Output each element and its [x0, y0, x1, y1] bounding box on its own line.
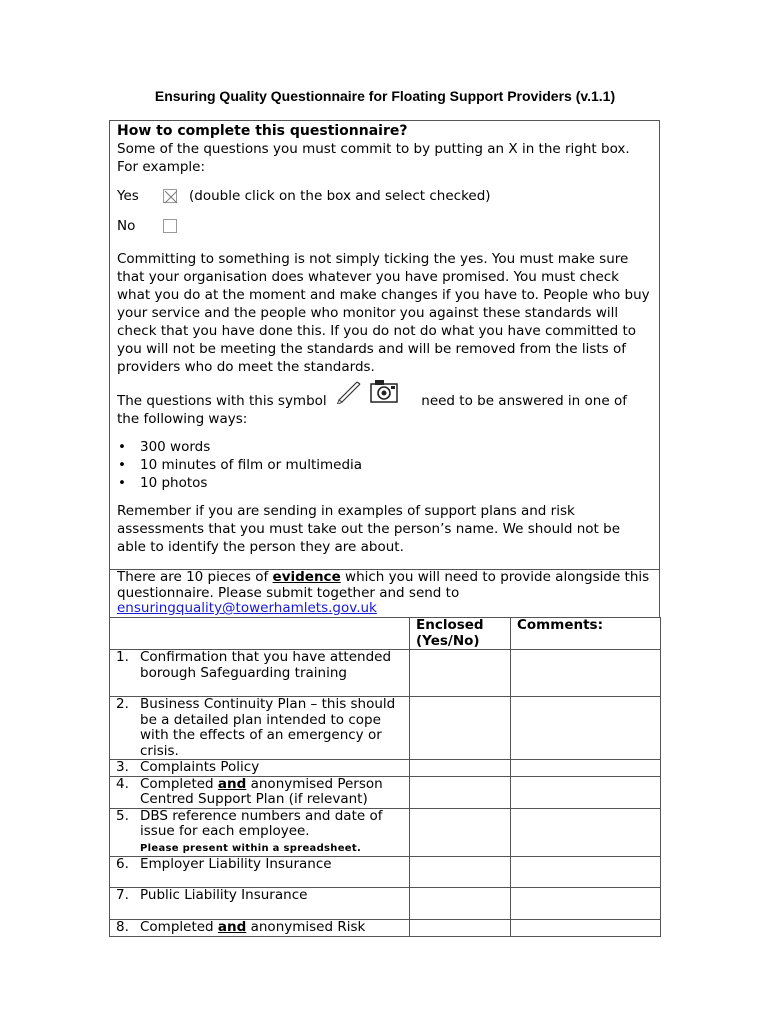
- row-text: DBS reference numbers and date of issue for each employee. Please present within a spreadsheet.: [140, 807, 383, 854]
- evidence-box: [109, 569, 660, 618]
- table-row: 7. Public Liability Insurance: [110, 888, 661, 920]
- header-item-cell: [110, 618, 410, 650]
- list-item: • 300 words: [140, 438, 652, 456]
- example-no-row: [117, 216, 652, 236]
- symbol-text-after: need to be answered in one of the following ways:: [117, 393, 627, 427]
- instructions-intro: Some of the questions you must commit to by putting an X in the right box. For example:: [117, 141, 630, 175]
- table-row: 8. Completed and anonymised Risk: [110, 920, 661, 937]
- evidence-table: [109, 617, 661, 937]
- row-text: Public Liability Insurance: [140, 887, 308, 903]
- row-text: Employer Liability Insurance: [140, 856, 332, 872]
- no-label: No: [117, 218, 136, 234]
- list-item: • 10 minutes of film or multimedia: [140, 456, 652, 474]
- row-text: Business Continuity Plan – this should be a detailed plan intended to cope with the effects of an emergency or crisis.: [140, 696, 396, 759]
- enclosed-cell[interactable]: [410, 920, 511, 937]
- comments-cell[interactable]: [511, 650, 661, 697]
- table-header-row: [110, 618, 661, 650]
- enclosed-cell[interactable]: [410, 888, 511, 920]
- evidence-email-link[interactable]: ensuringquality@towerhamlets.gov.uk: [117, 600, 377, 616]
- symbol-line: [117, 392, 652, 428]
- row-text: Completed and anonymised Risk: [140, 919, 366, 935]
- row-note: Please present within a spreadsheet.: [140, 842, 362, 854]
- checked-x-icon: [164, 190, 178, 204]
- answer-ways-list: [117, 438, 652, 492]
- example-no-checkbox[interactable]: [163, 219, 177, 233]
- comments-cell[interactable]: [511, 697, 661, 760]
- table-row: 1. Confirmation that you have attended borough Safeguarding training: [110, 650, 661, 697]
- comments-cell[interactable]: [511, 776, 661, 808]
- example-yes-row: [117, 186, 652, 206]
- symbol-icons: [331, 392, 417, 410]
- remember-paragraph: Remember if you are sending in examples of support plans and risk assessments that you must take out the person’s name. We should not be able to identify the person they are about.: [117, 503, 621, 555]
- pencil-icon: [337, 382, 360, 404]
- enclosed-cell[interactable]: [410, 808, 511, 857]
- table-row: 2. Business Continuity Plan – this should be a detailed plan intended to cope with the effects of an emergency or crisis.: [110, 697, 661, 760]
- header-enclosed: Enclosed (Yes/No): [410, 618, 511, 650]
- enclosed-cell[interactable]: [410, 776, 511, 808]
- camera-icon: [371, 380, 397, 402]
- comments-cell[interactable]: [511, 888, 661, 920]
- instructions-box: [109, 120, 660, 570]
- example-yes-checkbox[interactable]: [163, 189, 177, 203]
- comments-cell[interactable]: [511, 920, 661, 937]
- evidence-text-after: which you will need to provide alongside this questionnaire. Please submit together and send to: [117, 569, 650, 601]
- evidence-keyword: evidence: [272, 569, 341, 585]
- commit-paragraph: Committing to something is not simply ticking the yes. You must make sure that your organisation does whatever you have promised. You must check what you do at the moment and make changes if you have to. People who buy your service and the people who monitor you against these standards will check that you have done this. If you do not do what you have committed to you will not be meeting the standards and will be removed from the lists of providers who do meet the standards.: [117, 251, 650, 375]
- comments-cell[interactable]: [511, 808, 661, 857]
- enclosed-cell[interactable]: [410, 760, 511, 777]
- list-item: • 10 photos: [140, 474, 652, 492]
- header-comments: Comments:: [511, 618, 661, 650]
- yes-label: Yes: [117, 188, 139, 204]
- yes-note: (double click on the box and select checked): [189, 188, 491, 204]
- table-row: 5. DBS reference numbers and date of issue for each employee. Please present within a spreadsheet.: [110, 808, 661, 857]
- instructions-heading: How to complete this questionnaire?: [117, 123, 408, 139]
- row-text: Completed and anonymised Person Centred Support Plan (if relevant): [140, 775, 383, 807]
- comments-cell[interactable]: [511, 760, 661, 777]
- row-text: Confirmation that you have attended borough Safeguarding training: [140, 649, 392, 681]
- symbol-text-before: The questions with this symbol: [117, 393, 327, 409]
- table-row: 3. Complaints Policy: [110, 760, 661, 777]
- evidence-text-before: There are 10 pieces of: [117, 569, 273, 585]
- enclosed-cell[interactable]: [410, 857, 511, 888]
- comments-cell[interactable]: [511, 857, 661, 888]
- row-text: Complaints Policy: [140, 759, 260, 775]
- enclosed-cell[interactable]: [410, 697, 511, 760]
- document-title: Ensuring Quality Questionnaire for Floating Support Providers (v.1.1): [154, 88, 616, 104]
- enclosed-cell[interactable]: [410, 650, 511, 697]
- table-row: 6. Employer Liability Insurance: [110, 857, 661, 888]
- table-row: 4. Completed and anonymised Person Centred Support Plan (if relevant): [110, 776, 661, 808]
